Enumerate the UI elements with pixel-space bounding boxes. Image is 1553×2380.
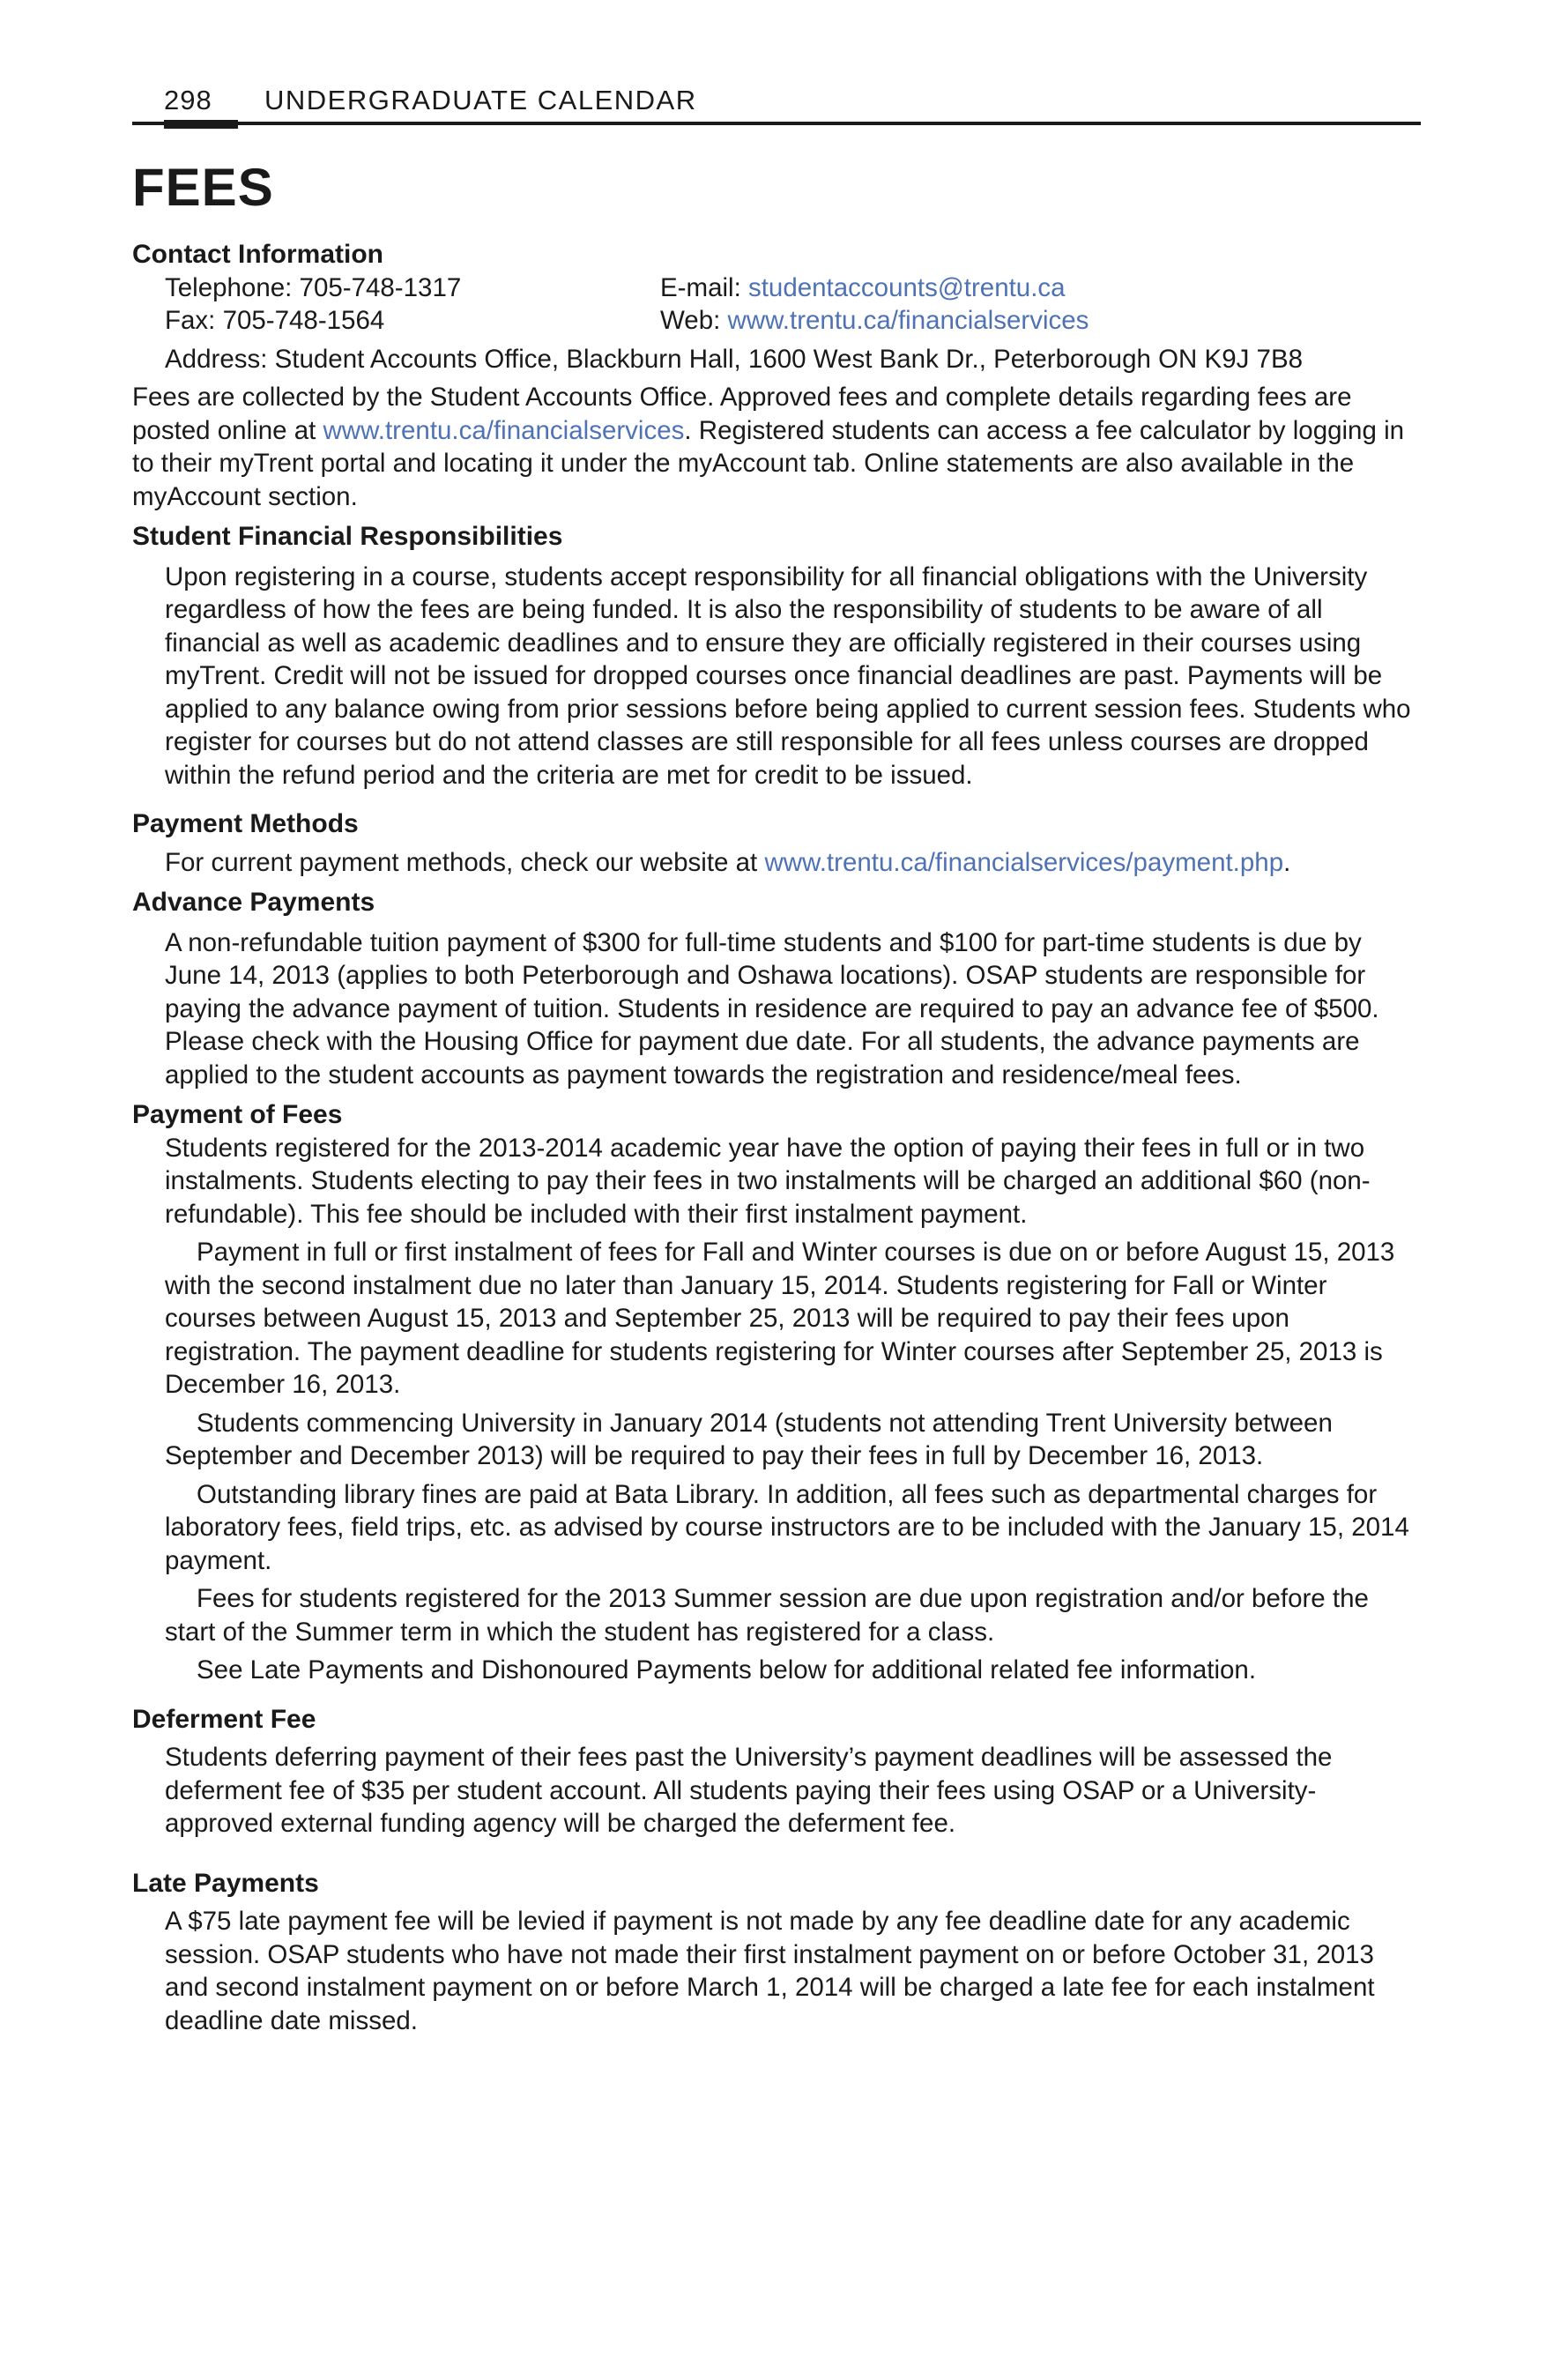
responsibilities-heading: Student Financial Responsibilities — [132, 522, 563, 551]
address: Address: Student Accounts Office, Blackburn Hall, 1600 West Bank Dr., Peterborough ON K9J 7B8 — [165, 344, 1304, 374]
payment-of-fees-heading: Payment of Fees — [132, 1100, 343, 1129]
deferment-fee-text: Students deferring payment of their fees past the University’s payment deadlines will be assessed the deferment fee of $35 per student account. All students paying their fees using OSAP or a University-approved external funding agency will be charged the deferment fee. — [165, 1743, 1333, 1838]
telephone: Telephone: 705-748-1317 — [165, 272, 462, 302]
advance-payments-heading: Advance Payments — [132, 888, 375, 917]
payment-of-fees-p2: Payment in full or first instalment of fees for Fall and Winter courses is due on or before August 15, 2013 with the second instalment due no later than January 15, 2014. Students registering for Fall or Winter courses between August 15, 2013 and September 25, 2013 will be required to pay their fees upon registration. The payment deadline for students registering for Winter courses after September 25, 2013 is December 16, 2013. — [165, 1238, 1395, 1399]
intro-paragraph — [132, 381, 1421, 513]
payment-of-fees-p1: Students registered for the 2013-2014 academic year have the option of paying their fees in full or in two instalments. Students electing to pay their fees in two instalments will be charged an additional $60 (non-refundable). This fee should be included with their first instalment payment. — [165, 1133, 1371, 1229]
fax: Fax: 705-748-1564 — [165, 305, 385, 335]
intro-text-2: . Registered students can access a fee calculator by logging in to their myTrent portal and locating it under the myAccount tab. Online statements are also available in the myAccount section. — [132, 415, 1405, 511]
payment-methods-label: For current payment methods, check our website at — [165, 847, 765, 877]
email-link[interactable]: studentaccounts@trentu.ca — [747, 272, 1066, 302]
running-header — [132, 81, 1421, 134]
payment-methods-heading: Payment Methods — [132, 809, 359, 838]
web-label: Web: — [660, 305, 728, 335]
page-number: 298 — [164, 85, 212, 115]
payment-methods-text — [165, 846, 1421, 880]
payment-of-fees-p5: Fees for students registered for the 2013 Summer session are due upon registration and/or before the start of the Summer term in which the student has registered for a class. — [165, 1584, 1369, 1647]
email-label: E-mail: — [660, 272, 748, 302]
email-line — [660, 271, 1066, 305]
late-payments-heading: Late Payments — [132, 1868, 319, 1898]
payment-methods-link[interactable]: www.trentu.ca/financialservices/payment.php — [764, 847, 1284, 877]
intro-link[interactable]: www.trentu.ca/financialservices — [323, 415, 685, 445]
header-rule-accent — [164, 120, 238, 129]
running-title: UNDERGRADUATE CALENDAR — [264, 85, 697, 115]
advance-payments-text: A non-refundable tuition payment of $300 for full-time students and $100 for part-time students is due by June 14, 2013 (applies to both Peterborough and Oshawa locations). OSAP students are responsible for paying the advance payment of tuition. Students in residence are required to pay an advance fee of $500. Please check with the Housing Office for payment due date. For all students, the advance payments are applied to the student accounts as payment towards the registration and residence/meal fees. — [165, 927, 1379, 1090]
payment-of-fees-p4: Outstanding library fines are paid at Bata Library. In addition, all fees such as departmental charges for laboratory fees, field trips, etc. as advised by course instructors are to be included with the January 15, 2014 payment. — [165, 1479, 1409, 1575]
payment-of-fees-p6: See Late Payments and Dishonoured Payments below for additional related fee information. — [197, 1655, 1257, 1685]
responsibilities-text: Upon registering in a course, students accept responsibility for all financial obligations with the University regardless of how the fees are being funded. It is also the responsibility of students to be aware of all financial as well as academic deadlines and to ensure they are officially registered in their courses using myTrent. Credit will not be issued for dropped courses once financial deadlines are past. Payments will be applied to any balance owing from prior sessions before being applied to current session fees. Students who register for courses but do not attend classes are still responsible for all fees unless courses are dropped within the refund period and the criteria are met for credit to be issued. — [165, 562, 1411, 790]
payment-of-fees-p3: Students commencing University in January 2014 (students not attending Trent University between September and December 2013) will be required to pay their fees in full by December 16, 2013. — [165, 1408, 1333, 1470]
contact-details — [165, 271, 1421, 338]
contact-heading: Contact Information — [132, 240, 383, 269]
late-payments-text: A $75 late payment fee will be levied if payment is not made by any fee deadline date for any academic session. OSAP students who have not made their first instalment payment on or before October 31, 2013 and second instalment payment on or before March 1, 2014 will be charged a late fee for each instalment deadline date missed. — [165, 1907, 1375, 2035]
deferment-fee-heading: Deferment Fee — [132, 1704, 316, 1734]
payment-methods-end: . — [1283, 847, 1291, 877]
header-rule — [132, 122, 1421, 125]
web-line — [660, 304, 1089, 338]
main-content — [132, 238, 1421, 2037]
web-link[interactable]: www.trentu.ca/financialservices — [727, 305, 1089, 335]
intro-text-1: Fees are collected by the Student Accounts Office. Approved fees and complete details regarding fees are posted online at — [132, 383, 1352, 445]
page-title: FEES — [132, 158, 274, 217]
